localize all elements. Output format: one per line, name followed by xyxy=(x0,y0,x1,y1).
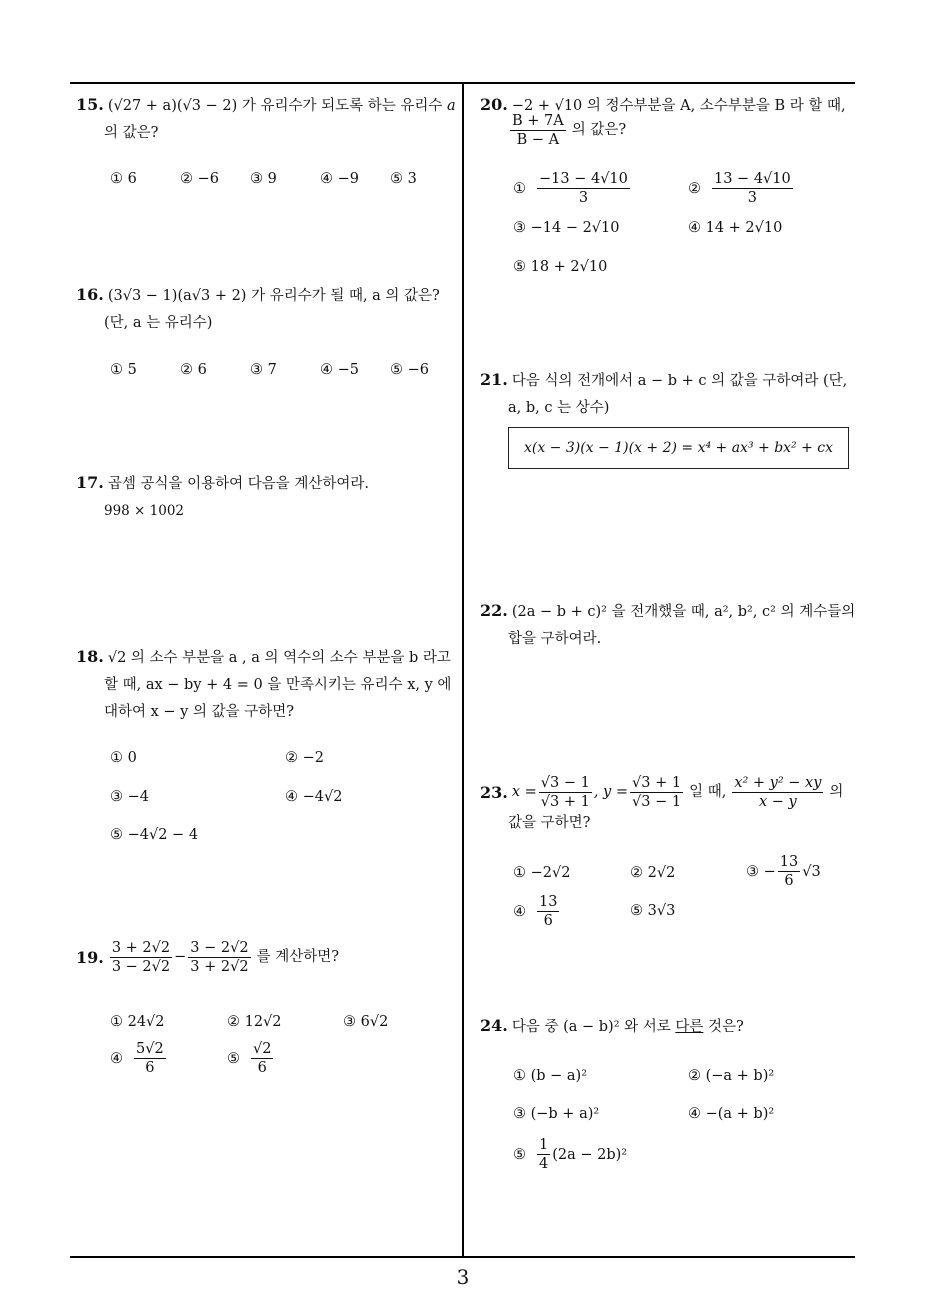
question-text: 곱셈 공식을 이용하여 다음을 계산하여라. xyxy=(107,476,370,492)
question-21 xyxy=(480,366,860,422)
choice-5[interactable] xyxy=(227,1040,275,1077)
question-text: (단, a 는 유리수) xyxy=(104,315,213,331)
fraction xyxy=(537,170,630,207)
numerator: −13 − 4√10 xyxy=(539,171,628,187)
radical: √3 xyxy=(802,863,821,880)
question-expression: (√27 + a)(√3 − 2) xyxy=(107,98,238,114)
question-number: 20. xyxy=(480,95,508,114)
question-number: 23. xyxy=(480,783,508,802)
choice-5[interactable]: ⑤ −6 xyxy=(390,362,429,378)
expression: (2a − 2b)² xyxy=(552,1146,628,1163)
choice-2[interactable]: ② −6 xyxy=(180,171,219,187)
fraction xyxy=(251,1040,273,1077)
bottom-rule xyxy=(70,1256,855,1258)
choice-1[interactable] xyxy=(513,170,632,207)
choice-2[interactable]: ② −2 xyxy=(285,750,324,766)
choice-2[interactable] xyxy=(688,170,795,207)
choice-2[interactable]: ② 2√2 xyxy=(630,865,676,881)
choice-3[interactable]: ③ 6√2 xyxy=(343,1014,389,1030)
question-number: 19. xyxy=(76,948,104,967)
question-number: 15. xyxy=(76,95,104,114)
question-text: 의 값은? xyxy=(104,125,159,141)
fraction xyxy=(134,1040,166,1077)
denominator: 4 xyxy=(539,1156,549,1172)
question-text: 가 유리수가 되도록 하는 유리수 xyxy=(237,98,447,114)
denominator: 6 xyxy=(543,913,553,929)
denominator: 3 − 2√2 xyxy=(111,959,171,975)
question-15 xyxy=(76,91,460,147)
question-text: √2 의 소수 부분을 a , a 의 역수의 소수 부분을 b 라고 xyxy=(107,650,451,666)
choice-3[interactable]: ③ 7 xyxy=(250,362,277,378)
question-number: 16. xyxy=(76,285,104,304)
choice-4[interactable]: ④ −5 xyxy=(320,362,359,378)
choice-1[interactable]: ① 6 xyxy=(110,171,137,187)
denominator: 6 xyxy=(145,1060,155,1076)
numerator: √3 − 1 xyxy=(540,775,590,791)
question-text: a, b, c 는 상수) xyxy=(508,400,610,416)
choice-5[interactable]: ⑤ −4√2 − 4 xyxy=(110,827,199,843)
fraction-y xyxy=(630,774,683,811)
choice-1[interactable]: ① 0 xyxy=(110,750,137,766)
question-20-fraction-line xyxy=(508,112,626,149)
numerator: 13 − 4√10 xyxy=(714,171,791,187)
choice-5[interactable]: ⑤ 3 xyxy=(390,171,417,187)
question-text: 를 계산하면? xyxy=(256,949,340,965)
choice-4[interactable] xyxy=(513,893,561,930)
question-text: 의 xyxy=(829,784,844,800)
choice-4[interactable] xyxy=(110,1040,168,1077)
denominator: x − y xyxy=(758,794,797,810)
question-number: 21. xyxy=(480,370,508,389)
denominator: √3 − 1 xyxy=(632,794,682,810)
fraction xyxy=(537,1136,550,1173)
page-number: 3 xyxy=(456,1265,470,1289)
denominator: 3 xyxy=(578,190,589,206)
choice-2[interactable]: ② (−a + b)² xyxy=(688,1068,775,1084)
choice-marker: ④ xyxy=(513,903,526,920)
choice-4[interactable]: ④ −4√2 xyxy=(285,789,343,805)
choice-5[interactable]: ⑤ 3√3 xyxy=(630,903,676,919)
fraction xyxy=(712,170,793,207)
denominator: √3 + 1 xyxy=(540,794,590,810)
denominator: 3 xyxy=(747,190,757,206)
choice-3[interactable]: ③ −14 − 2√10 xyxy=(513,220,620,236)
choice-1[interactable]: ① −2√2 xyxy=(513,865,571,881)
question-text: 것은? xyxy=(703,1019,744,1035)
choice-marker: ① xyxy=(513,180,526,197)
variable-x: x = xyxy=(511,784,537,800)
choice-4[interactable]: ④ 14 + 2√10 xyxy=(688,220,783,236)
choice-marker: ⑤ xyxy=(227,1050,240,1067)
question-number: 22. xyxy=(480,601,508,620)
denominator: 6 xyxy=(257,1060,267,1076)
underlined-word: 다른 xyxy=(675,1019,704,1035)
question-23 xyxy=(480,774,860,811)
question-text: 할 때, ax − by + 4 = 0 을 만족시키는 유리수 x, y 에 xyxy=(104,677,452,693)
numerator: x² + y² − xy xyxy=(734,775,822,791)
fraction-2 xyxy=(188,939,250,976)
fraction-1 xyxy=(110,939,172,976)
denominator: 3 + 2√2 xyxy=(190,959,249,975)
choice-3[interactable]: ③ 9 xyxy=(250,171,277,187)
numerator: √2 xyxy=(253,1041,272,1057)
question-text: 합을 구하여라. xyxy=(508,631,602,647)
choice-2[interactable]: ② 12√2 xyxy=(227,1014,282,1030)
equation-box: x(x − 3)(x − 1)(x + 2) = x⁴ + ax³ + bx² + cx xyxy=(508,427,849,469)
question-variable: a xyxy=(446,98,456,114)
numerator: B + 7A xyxy=(512,113,564,129)
question-22 xyxy=(480,597,860,653)
question-18 xyxy=(76,643,460,726)
choice-2[interactable]: ② 6 xyxy=(180,362,207,378)
fraction-expression xyxy=(732,774,823,811)
question-17 xyxy=(76,469,460,525)
choice-marker: ③ − xyxy=(746,863,776,880)
choice-4[interactable]: ④ −9 xyxy=(320,171,359,187)
question-text: 다음 중 (a − b)² 와 서로 xyxy=(511,1019,676,1035)
question-text: 일 때, xyxy=(689,784,727,800)
fraction-x xyxy=(539,774,592,811)
numerator: 5√2 xyxy=(136,1041,164,1057)
question-expression: (3√3 − 1)(a√3 + 2) xyxy=(107,288,247,304)
choice-3[interactable]: ③ −4 xyxy=(110,789,149,805)
variable-y: , y = xyxy=(593,784,629,800)
question-number: 18. xyxy=(76,647,104,666)
question-expression: 998 × 1002 xyxy=(104,503,185,519)
question-text: 가 유리수가 될 때, a 의 값은? xyxy=(246,288,440,304)
question-19 xyxy=(76,939,460,976)
question-text: 대하여 x − y 의 값을 구하면? xyxy=(104,704,295,720)
column-divider xyxy=(462,82,464,1257)
choice-1[interactable]: ① (b − a)² xyxy=(513,1068,588,1084)
question-text: 의 값은? xyxy=(571,122,627,138)
choice-marker: ④ xyxy=(110,1050,123,1067)
question-text: (2a − b + c)² 을 전개했을 때, a², b², c² 의 계수들의 xyxy=(511,604,856,620)
question-text: −2 + √10 의 정수부분을 A, 소수부분을 B 라 할 때, xyxy=(511,98,846,114)
numerator: 3 + 2√2 xyxy=(111,940,171,956)
denominator: 6 xyxy=(784,873,794,889)
choice-3[interactable] xyxy=(746,853,821,890)
question-text: 다음 식의 전개에서 a − b + c 의 값을 구하여라 (단, xyxy=(511,373,848,389)
numerator: 13 xyxy=(779,854,799,870)
fraction xyxy=(778,853,800,890)
numerator: 1 xyxy=(539,1137,549,1153)
choice-3[interactable]: ③ (−b + a)² xyxy=(513,1106,600,1122)
choice-1[interactable]: ① 5 xyxy=(110,362,137,378)
question-23-line2: 값을 구하면? xyxy=(508,815,591,831)
fraction xyxy=(510,112,566,149)
question-16 xyxy=(76,281,460,337)
minus-sign: − xyxy=(174,949,187,965)
denominator: B − A xyxy=(516,132,560,148)
choice-marker: ② xyxy=(688,180,701,197)
choice-4[interactable]: ④ −(a + b)² xyxy=(688,1106,775,1122)
numerator: √3 + 1 xyxy=(632,775,682,791)
choice-1[interactable]: ① 24√2 xyxy=(110,1014,165,1030)
numerator: 13 xyxy=(539,894,558,910)
choice-5[interactable]: ⑤ 18 + 2√10 xyxy=(513,259,608,275)
choice-marker: ⑤ xyxy=(513,1146,526,1163)
question-number: 24. xyxy=(480,1016,508,1035)
numerator: 3 − 2√2 xyxy=(190,940,249,956)
fraction xyxy=(537,893,559,930)
question-24 xyxy=(480,1012,860,1041)
question-number: 17. xyxy=(76,473,104,492)
choice-5[interactable] xyxy=(513,1136,627,1173)
